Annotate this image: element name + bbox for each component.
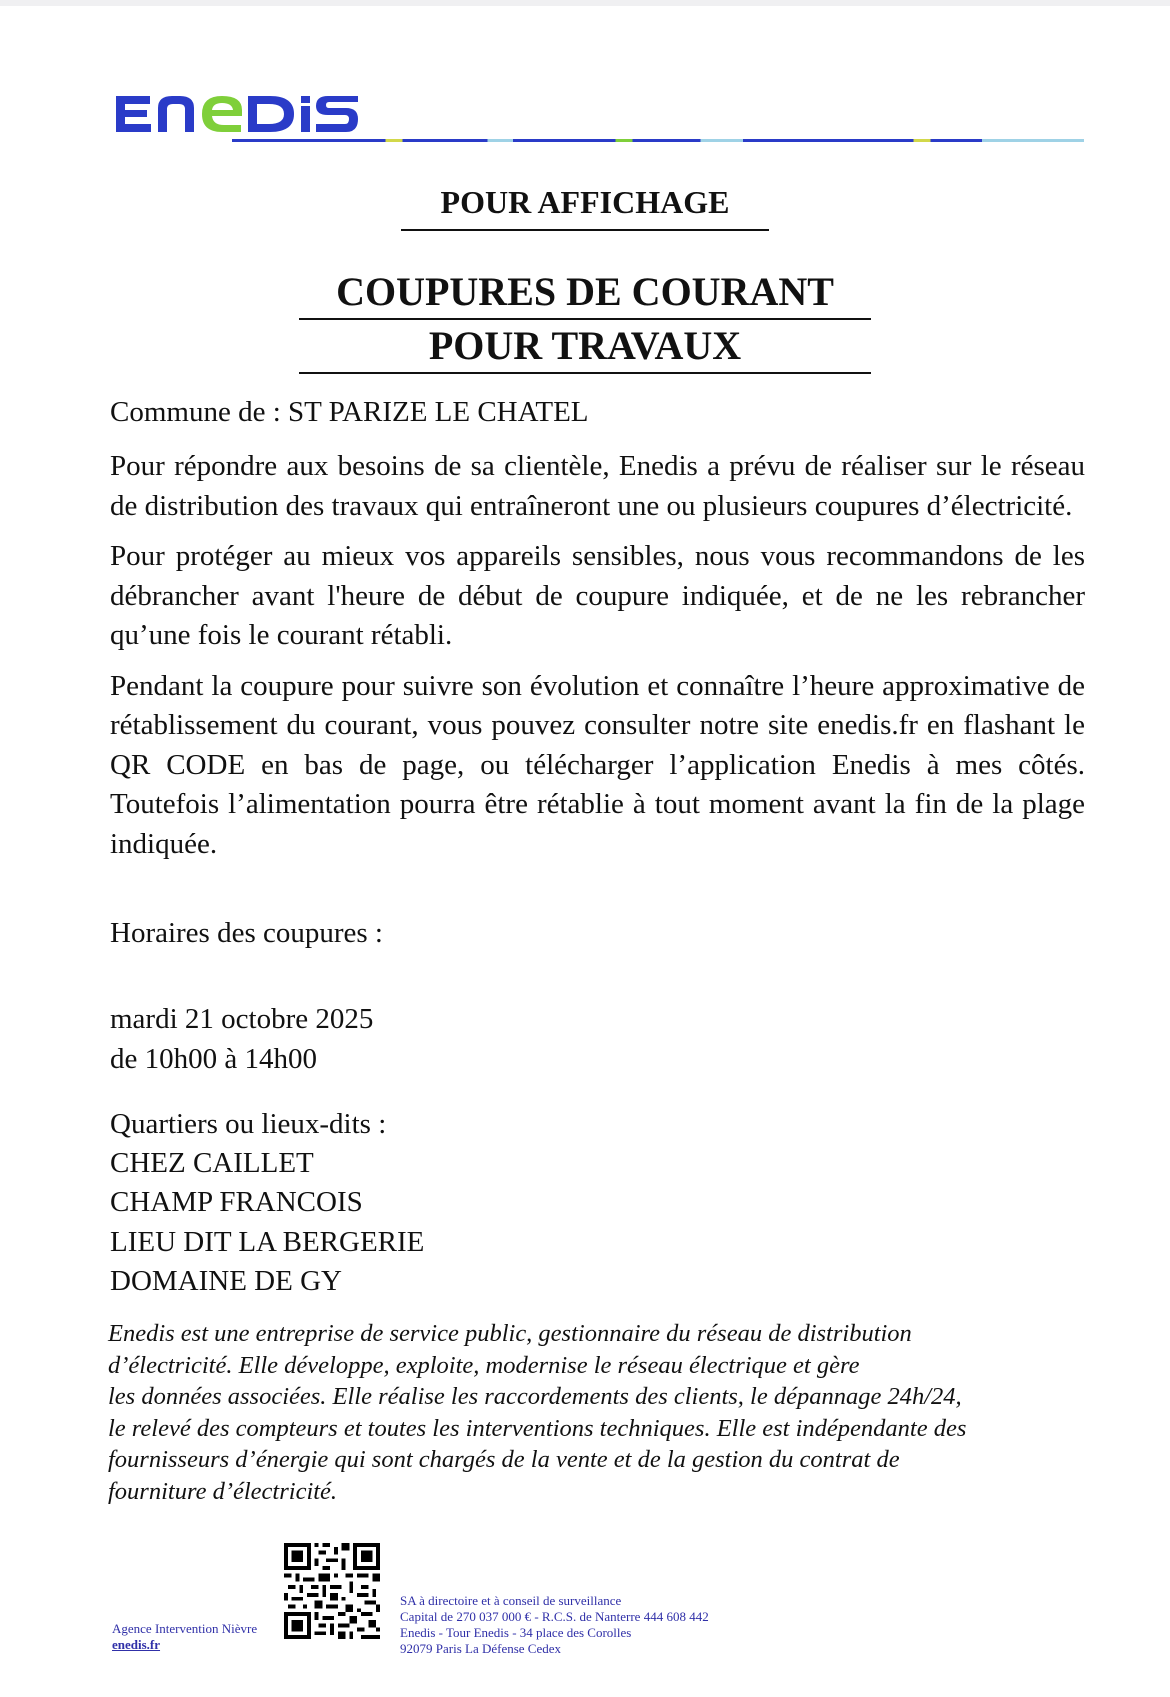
schedule-date: mardi 21 octobre 2025: [110, 1003, 374, 1035]
note-line: d’électricité. Elle développe, exploite, modernise le réseau électrique et gère: [108, 1351, 860, 1379]
location-item: DOMAINE DE GY: [110, 1264, 342, 1297]
legal-line: Enedis - Tour Enedis - 34 place des Corolles: [400, 1625, 632, 1640]
schedule-label: Horaires des coupures :: [110, 917, 383, 949]
top-border: [0, 0, 1170, 6]
display-heading: POUR AFFICHAGE: [0, 184, 1170, 231]
agency-name: Agence Intervention Nièvre: [112, 1621, 258, 1636]
paragraph-needs: Pour répondre aux besoins de sa clientèle, Enedis a prévu de réaliser sur le réseau de distribution des travaux qui entraîneront une ou plusieurs coupures d’électricité.: [110, 450, 1085, 522]
legal-info: [400, 1593, 709, 1657]
company-note: [108, 1318, 1098, 1507]
location-item: LIEU DIT LA BERGERIE: [110, 1225, 425, 1258]
locations-label: Quartiers ou lieux-dits :: [110, 1108, 387, 1140]
title-line-2: POUR TRAVAUX: [299, 320, 871, 374]
agency-block: [112, 1621, 257, 1653]
website-link[interactable]: enedis.fr: [112, 1637, 161, 1652]
note-line: les données associées. Elle réalise les raccordements des clients, le dépannage 24h/24,: [108, 1383, 962, 1410]
legal-line: SA à directoire et à conseil de surveillance: [400, 1593, 622, 1608]
enedis-logo: [112, 84, 362, 144]
locations: [110, 1105, 1085, 1301]
location-item: CHEZ CAILLET: [110, 1147, 314, 1180]
note-line: Enedis est une entreprise de service public, gestionnaire du réseau de distribution: [108, 1320, 912, 1347]
qr-code-icon[interactable]: [284, 1543, 380, 1639]
legal-line: Capital de 270 037 000 € - R.C.S. de Nanterre 444 608 442: [400, 1609, 709, 1624]
paragraph-follow: Pendant la coupure pour suivre son évolution et connaître l’heure approximative de rétablissement du courant, vous pouvez consulter notre site enedis.fr en flashant le QR CODE en bas de page, ou télécharger l’application Enedis à mes côtés. Toutefois l’alimentation pourra être rétablie à tout moment avant la fin de la plage indiquée.: [110, 669, 1085, 860]
location-item: CHAMP FRANCOIS: [110, 1186, 363, 1219]
logo-underline: [232, 139, 1084, 142]
title-line-1: COUPURES DE COURANT: [299, 266, 871, 320]
intro-paragraphs: [110, 447, 1085, 875]
note-line: fourniture d’électricité.: [108, 1477, 338, 1505]
note-line: fournisseurs d’énergie qui sont chargés de la vente et de la gestion du contrat de: [108, 1446, 900, 1473]
page-title: [0, 266, 1170, 374]
legal-line: 92079 Paris La Défense Cedex: [400, 1641, 562, 1656]
commune: Commune de : ST PARIZE LE CHATEL: [110, 396, 589, 428]
schedule: [110, 1000, 1085, 1079]
paragraph-protect: Pour protéger au mieux vos appareils sensibles, nous vous recommandons de les débrancher avant l'heure de début de coupure indiquée, et de ne les rebrancher qu’une fois le courant rétabli.: [110, 540, 1085, 651]
schedule-time: de 10h00 à 14h00: [110, 1042, 317, 1075]
note-line: le relevé des compteurs et toutes les interventions techniques. Elle est indépendante des: [108, 1414, 967, 1442]
